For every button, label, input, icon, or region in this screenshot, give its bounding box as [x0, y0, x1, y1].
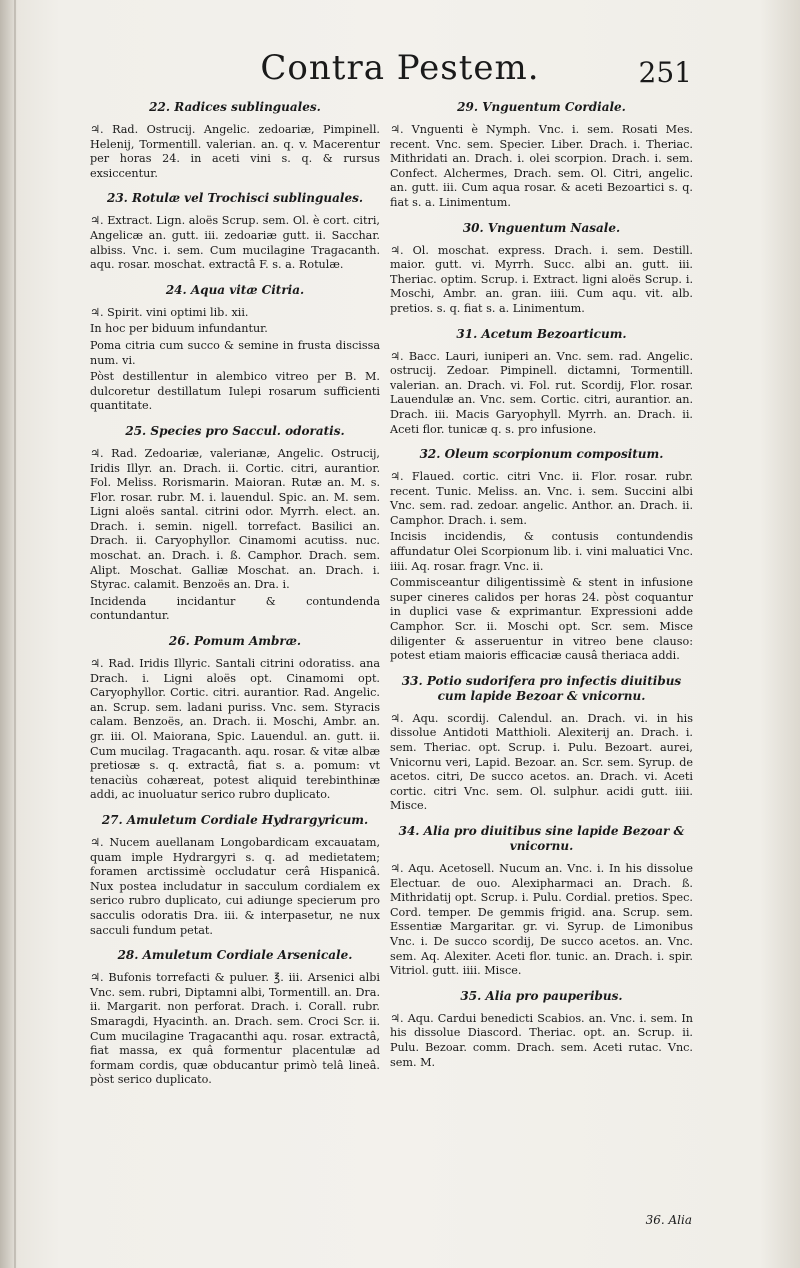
recipe-paragraph: ♃. Flaued. cortic. citri Vnc. ii. Flor. rosar. rubr. recent. Tunic. Meliss. an. Vnc. i. sem. Succini albi Vnc. sem. rad. zedoar. angelic. Anthor. an. Drach. ii. Camphor. Drach. i. sem. [390, 470, 693, 527]
section-title: 24. Aqua vitæ Citria. [165, 282, 305, 297]
recipe-section [390, 327, 693, 438]
recipe-section [390, 221, 693, 317]
recipe-section [90, 424, 380, 624]
recipe-paragraph: ♃. Aqu. scordij. Calendul. an. Drach. vi. in his dissolue Antidoti Matthioli. Alexiterij an. Drach. i. sem. Theriac. opt. Scrup. i. Pulu. Bezoart. aurei, Vnicornu veri, Lapid. Bezoar. an. Scr. sem. Syrup. de acetos. citri, De succo acetos. an. Drach. vi. Aceti cortic. citri Vnc. sem. Ol. sulphur. acidi gutt. iiii. Misce. [390, 711, 693, 813]
page-header [0, 48, 800, 98]
recipe-section [90, 813, 380, 938]
section-title: 22. Radices sublinguales. [149, 100, 321, 114]
page-number: 251 [638, 56, 692, 89]
recipe-paragraph: ♃. Extract. Lign. aloës Scrup. sem. Ol. è cort. citri, Angelicæ an. gutt. iii. zedoariæ gutt. ii. Sacchar. albiss. Vnc. i. sem. Cum mucilagine Tragacanth. aqu. rosar. moschat. extractâ F. s. a. Rotulæ. [90, 214, 380, 272]
recipe-paragraph: ♃. Bacc. Lauri, iuniperi an. Vnc. sem. rad. Angelic. ostrucij. Zedoar. Pimpinell. dictamni, Tormentill. valerian. an. Drach. vi. Fol. rut. Scordij, Flor. rosar. Lauendulæ an. Vnc. sem. Cortic. citri, aurantior. an. Drach. iii. Macis Garyophyll. Myrrh. an. Drach. ii. Aceti flor. tunicæ q. s. pro infusione. [390, 349, 693, 436]
right-column [390, 96, 693, 1080]
recipe-section [90, 948, 380, 1088]
recipe-section [90, 100, 380, 181]
section-title: 28. Amuletum Cordiale Arsenicale. [117, 948, 353, 963]
recipe-section [90, 191, 380, 272]
recipe-paragraph: ♃. Aqu. Acetosell. Nucum an. Vnc. i. In his dissolue Electuar. de ouo. Alexipharmaci an. Drach. ß. Mithridatij opt. Scrup. i. Pulu. Cordial. pretios. Spec. Cord. temper. De gemmis frigid. ana. Scrup. sem. Essentiæ Margaritar. gr. vi. Syrup. de Limonibus Vnc. i. De succo scordij, De succo acetos. an. Vnc. sem. Aq. Alexiter. Aceti flor. tunic. an. Drach. i. spir. Vitriol. gutt. iiii. Misce. [390, 861, 693, 978]
recipe-paragraph: Incidenda incidantur & contundenda contundantur. [90, 594, 380, 623]
recipe-paragraph: ♃. Rad. Ostrucij. Angelic. zedoariæ, Pimpinell. Helenij, Tormentill. valerian. an. q. v. Macerentur per horas 24. in aceti vini s. q. & rursus exsiccentur. [90, 123, 380, 180]
recipe-paragraph: ♃. Vnguenti è Nymph. Vnc. i. sem. Rosati Mes. recent. Vnc. sem. Specier. Liber. Drach. i. Theriac. Mithridati an. Drach. i. olei scorpion. Drach. i. sem. Confect. Alchermes, Drach. sem. Ol. Citri, angelic. an. gutt. iii. Cum aqua rosar. & aceti Bezoartici s. q. fiat s. a. Linimentum. [390, 123, 693, 209]
recipe-paragraph: Incisis incidendis, & contusis contundendis affundatur Olei Scorpionum lib. i. vini maluatici Vnc. iiii. Aq. rosar. fragr. Vnc. ii. [390, 530, 693, 573]
recipe-section [90, 634, 380, 803]
recipe-section [390, 824, 693, 979]
recipe-paragraph: Pòst destillentur in alembico vitreo per B. M. dulcoretur destillatum Iulepi rosarum sufficienti quantitate. [90, 370, 380, 413]
section-title: 27. Amuletum Cordiale Hydrargyricum. [101, 812, 369, 827]
section-title: 32. Oleum scorpionum compositum. [419, 447, 664, 462]
recipe-paragraph: In hoc per biduum infundantur. [90, 322, 268, 336]
recipe-paragraph: ♃. Nucem auellanam Longobardicam excauatam, quam imple Hydrargyri s. q. ad medietatem; foramen arctissimè occludatur cerâ Hispanicâ. Nux postea includatur in sacculum cordialem ex serico rubro duplicato, cui adiunge specierum pro sacculis odoratis Dra. iii. & interpasetur, ne nux sacculi fundum petat. [90, 835, 380, 937]
recipe-paragraph: ♃. Ol. moschat. express. Drach. i. sem. Destill. maior. gutt. vi. Myrrh. Succ. albi an. gutt. iii. Theriac. optim. Scrup. i. Extract. ligni aloës Scrup. i. Moschi, Ambr. an. gran. iiii. Cum aqu. vit. alb. pretios. s. q. fiat s. a. Linimentum. [390, 243, 693, 315]
recipe-paragraph: ♃. Bufonis torrefacti & puluer. ℥. iii. Arsenici albi Vnc. sem. rubri, Diptamni albi, Tormentill. an. Dra. ii. Margarit. non perforat. Drach. i. Corall. rubr. Smaragdi, Hyacinth. an. Drach. sem. Croci Scr. ii. Cum mucilagine Tragacanthi aqu. rosar. extractâ, fiat massa, ex quâ formentur placentulæ ad formam cordis, quæ obducantur primò telâ lineâ. pòst serico duplicato. [90, 971, 380, 1087]
recipe-section [390, 674, 693, 814]
section-title: 29. Vnguentum Cordiale. [457, 100, 626, 114]
catchword: 36. Alia [645, 1213, 692, 1227]
section-title: 33. Potio sudorifera pro infectis diuitibus cum lapide Bezoar & vnicornu. [401, 673, 682, 703]
recipe-paragraph: ♃. Rad. Iridis Illyric. Santali citrini odoratiss. ana Drach. i. Ligni aloës opt. Cinamomi opt. Caryophyllor. Cortic. citri. aurantior. Rad. Angelic. an. Scrup. sem. ladani puriss. Vnc. sem. Styracis calam. Benzoës, an. Drach. ii. Moschi, Ambr. an. gr. iii. Ol. Maiorana, Spic. Lauendul. an. gutt. ii. Cum mucilag. Tragacanth. aqu. rosar. & vitæ albæ pretiosæ s. q. extractâ, fiat s. a. pomum: vt tenaciùs cohæreat, potest aliquid terebinthinæ addi, ac inuoluatur serico rubro duplicato. [90, 657, 380, 802]
section-title: 31. Acetum Bezoarticum. [456, 326, 627, 341]
recipe-section [390, 100, 693, 211]
section-title: 30. Vnguentum Nasale. [462, 220, 621, 235]
recipe-paragraph: Poma citria cum succo & semine in frusta discissa num. vi. [90, 338, 380, 367]
recipe-section [90, 283, 380, 414]
left-column [90, 96, 380, 1098]
recipe-paragraph: ♃. Rad. Zedoariæ, valerianæ, Angelic. Ostrucij, Iridis Illyr. an. Drach. ii. Cortic. citri, aurantior. Fol. Meliss. Rorismarin. Maioran. Rutæ an. M. s. Flor. rosar. rubr. M. i. lauendul. Spic. an. M. sem. Ligni aloës santal. citrini odor. Myrrh. elect. an. Drach. i. semin. nigell. torrefact. Basilici an. Drach. ii. Caryophyllor. Cinamomi acutiss. nuc. moschat. an. Drach. i. ß. Camphor. Drach. sem. Alipt. Moschat. Galliæ Moschat. an. Drach. i. Styrac. calamit. Benzoës an. Dra. i. [90, 446, 380, 592]
section-title: 25. Species pro Saccul. odoratis. [125, 423, 345, 438]
recipe-section [390, 989, 693, 1070]
recipe-paragraph: Commisceantur diligentissimè & stent in infusione super cineres calidos per horas 24. pòst coquantur in duplici vase & exprimantur. Expressioni adde Camphor. Scr. ii. Moschi opt. Scr. sem. Misce diligenter & asseruentur in vitreo bene clauso: potest etiam maioris efficaciæ causâ theriaca addi. [390, 576, 693, 663]
section-title: 34. Alia pro diuitibus sine lapide Bezoar & vnicornu. [398, 823, 685, 853]
recipe-section [390, 447, 693, 664]
section-title: 35. Alia pro pauperibus. [460, 988, 623, 1003]
running-title: Contra Pestem. [260, 48, 540, 88]
section-title: 26. Pomum Ambræ. [168, 634, 302, 649]
recipe-paragraph: ♃. Spirit. vini optimi lib. xii. [90, 305, 249, 319]
gutter-shadow [14, 0, 16, 1268]
recipe-paragraph: ♃. Aqu. Cardui benedicti Scabios. an. Vnc. i. sem. In his dissolue Diascord. Theriac. opt. an. Scrup. ii. Pulu. Bezoar. comm. Drach. sem. Aceti rutac. Vnc. sem. M. [390, 1011, 693, 1069]
section-title: 23. Rotulæ vel Trochisci sublinguales. [106, 191, 364, 206]
